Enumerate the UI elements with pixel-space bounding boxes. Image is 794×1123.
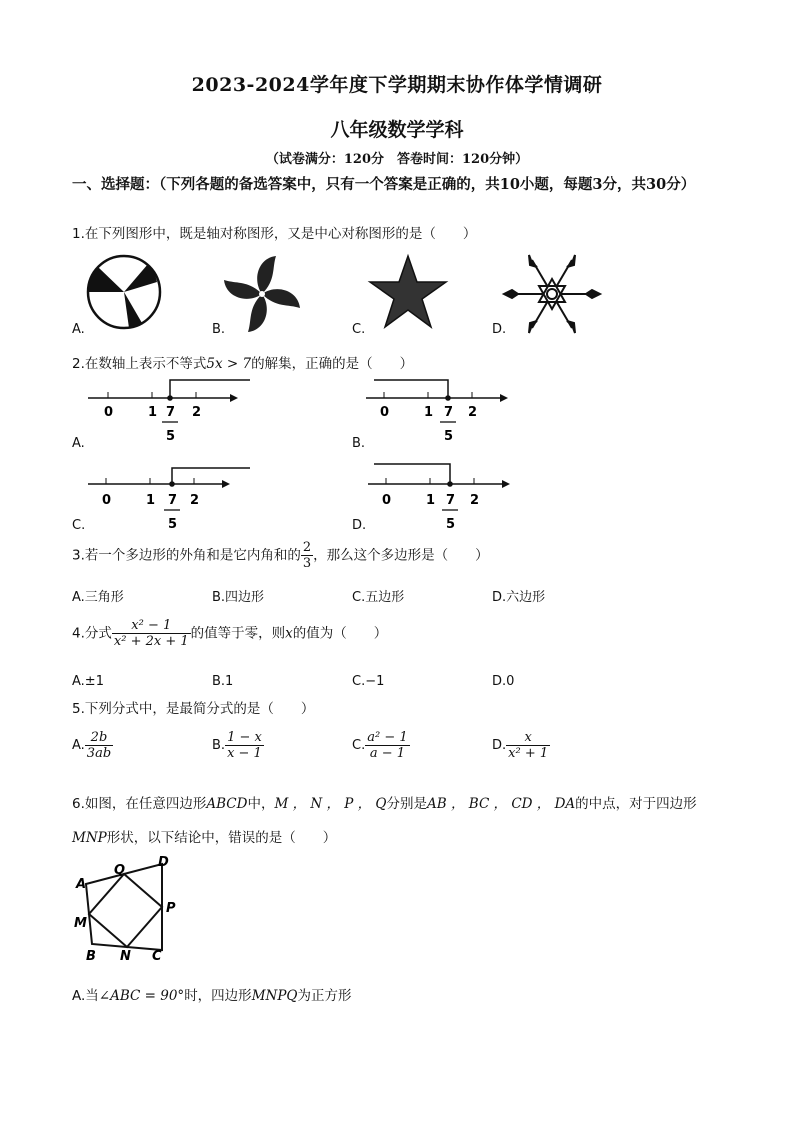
q5-option-b-fraction: $\frac{1 - x}{x - 1}$	[227, 730, 262, 761]
q2-label-b: B.	[352, 436, 366, 451]
q2-number-line-a	[82, 372, 252, 452]
q3-stem-pre: 3.若一个多边形的外角和是它内角和的	[72, 547, 301, 564]
q2d-tick-0: 0	[382, 493, 392, 508]
q2b-tick-1: 1	[424, 405, 434, 420]
q4-stem-post: 的值等于零，则	[190, 625, 286, 642]
q2c-frac-den: 5	[168, 517, 178, 532]
q1-figure-b-icon	[224, 256, 300, 332]
q6-label-c: C	[152, 949, 162, 964]
q2a-frac-den: 5	[166, 429, 176, 444]
q2-number-line-c	[82, 458, 252, 538]
exam-subject: 八年级数学学科	[330, 119, 464, 141]
q2a-tick-2: 2	[192, 405, 202, 420]
q1-label-b: B.	[212, 322, 226, 337]
q2a-frac-num: 7	[166, 405, 176, 420]
q6-stem-line2: MNP形状，以下结论中，错误的是（ ）	[72, 830, 337, 846]
q3-option-a: A.三角形	[72, 590, 124, 605]
q2b-tick-0: 0	[380, 405, 390, 420]
q2-stem-pre: 2.在数轴上表示不等式	[72, 356, 207, 372]
q5-option-a-fraction: $\frac{2b}{3ab}$	[86, 730, 112, 761]
q2d-tick-1: 1	[426, 493, 436, 508]
q5-option-c-fraction: $\frac{\text{a² − 1}}{a - 1}$	[367, 730, 408, 761]
q2b-tick-2: 2	[468, 405, 478, 420]
q2a-tick-1: 1	[148, 405, 158, 420]
q2c-tick-1: 1	[146, 493, 156, 508]
q2-stem-post: 的解集，正确的是（ ）	[251, 356, 414, 372]
q1-figure-d-icon	[504, 255, 600, 333]
q2-label-d: D.	[352, 518, 367, 533]
q1-figure-a-icon	[88, 256, 160, 328]
q5-option-d: D. $\frac{x}{\text{x² + 1}}$	[492, 730, 549, 761]
q4-stem	[72, 618, 387, 649]
q5-option-b: B. $\frac{1 - x}{x - 1}$	[212, 730, 262, 761]
q6-label-m: M	[74, 916, 87, 931]
q2d-frac-den: 5	[446, 517, 456, 532]
q2a-tick-0: 0	[104, 405, 114, 420]
exam-meta: （试卷满分：120分 答卷时间：120分钟）	[265, 152, 529, 167]
q2c-tick-2: 2	[190, 493, 200, 508]
q2-stem-math: 5x > 7	[206, 356, 252, 372]
q1-figure-c-icon	[370, 256, 446, 328]
q2d-tick-2: 2	[470, 493, 480, 508]
q2c-frac-num: 7	[168, 493, 178, 508]
q2b-frac-den: 5	[444, 429, 454, 444]
q6-label-q: Q	[114, 863, 126, 878]
q4-option-d: D.0	[492, 674, 515, 689]
q3-stem-post: ，那么这个多边形是（ ）	[313, 547, 489, 564]
q1-label-c: C.	[352, 322, 366, 337]
q4-option-a: A.±1	[72, 674, 104, 689]
q3-option-b: B.四边形	[212, 590, 265, 605]
q2-stem	[72, 352, 413, 372]
exam-title: 2023-2024学年度下学期期末协作体学情调研	[191, 74, 603, 96]
q4-stem-var: x	[285, 625, 293, 642]
q2d-frac-num: 7	[446, 493, 456, 508]
q2-label-a: A.	[72, 436, 85, 451]
q5-stem: 5.下列分式中，是最简分式的是（ ）	[72, 701, 315, 717]
q6-stem-line1: 6.如图，在任意四边形ABCD中，M ， N ， P ， Q分别是AB ， BC ， CD ， DA的中点，对于四边形	[72, 796, 697, 812]
q1-stem: 1.在下列图形中，既是轴对称图形，又是中心对称图形的是（ ）	[72, 226, 477, 242]
q3-stem	[72, 540, 489, 571]
q3-option-d: D.六边形	[492, 590, 546, 605]
q4-stem-end: 的值为（ ）	[292, 625, 388, 642]
q5-option-d-fraction: $\frac{x}{\text{x² + 1}}$	[508, 730, 549, 761]
q5-option-a: A. $\frac{2b}{3ab}$	[72, 730, 112, 761]
section-heading: 一、选择题：（下列各题的备选答案中，只有一个答案是正确的，共10小题，每题3分，共30分）	[72, 176, 696, 193]
q6-quadrilateral-figure	[70, 852, 190, 964]
q6-label-a: A	[76, 877, 87, 892]
q5-option-c: C. $\frac{\text{a² − 1}}{a - 1}$	[352, 730, 408, 761]
q2-number-line-b	[360, 372, 530, 452]
q4-option-c: C.−1	[352, 674, 385, 689]
q2c-tick-0: 0	[102, 493, 112, 508]
q2-label-c: C.	[72, 518, 86, 533]
q4-fraction: $\frac{\text{x² − 1}}{\text{x² + 2x + 1}}$	[113, 618, 189, 649]
q1-label-a: A.	[72, 322, 85, 337]
q4-option-b: B.1	[212, 674, 234, 689]
q6-label-p: P	[166, 901, 176, 916]
q3-option-c: C.五边形	[352, 590, 405, 605]
q2b-frac-num: 7	[444, 405, 454, 420]
q1-label-d: D.	[492, 322, 507, 337]
q6-label-d: D	[158, 855, 169, 870]
q4-stem-pre: 4.分式	[72, 625, 112, 642]
q3-fraction: $\frac{2}{3}$	[302, 540, 312, 571]
q2-number-line-d	[362, 458, 532, 538]
q6-option-a: A.当∠ABC = 90°时，四边形MNPQ为正方形	[72, 988, 352, 1004]
q6-label-b: B	[86, 949, 96, 964]
q6-label-n: N	[120, 949, 131, 964]
